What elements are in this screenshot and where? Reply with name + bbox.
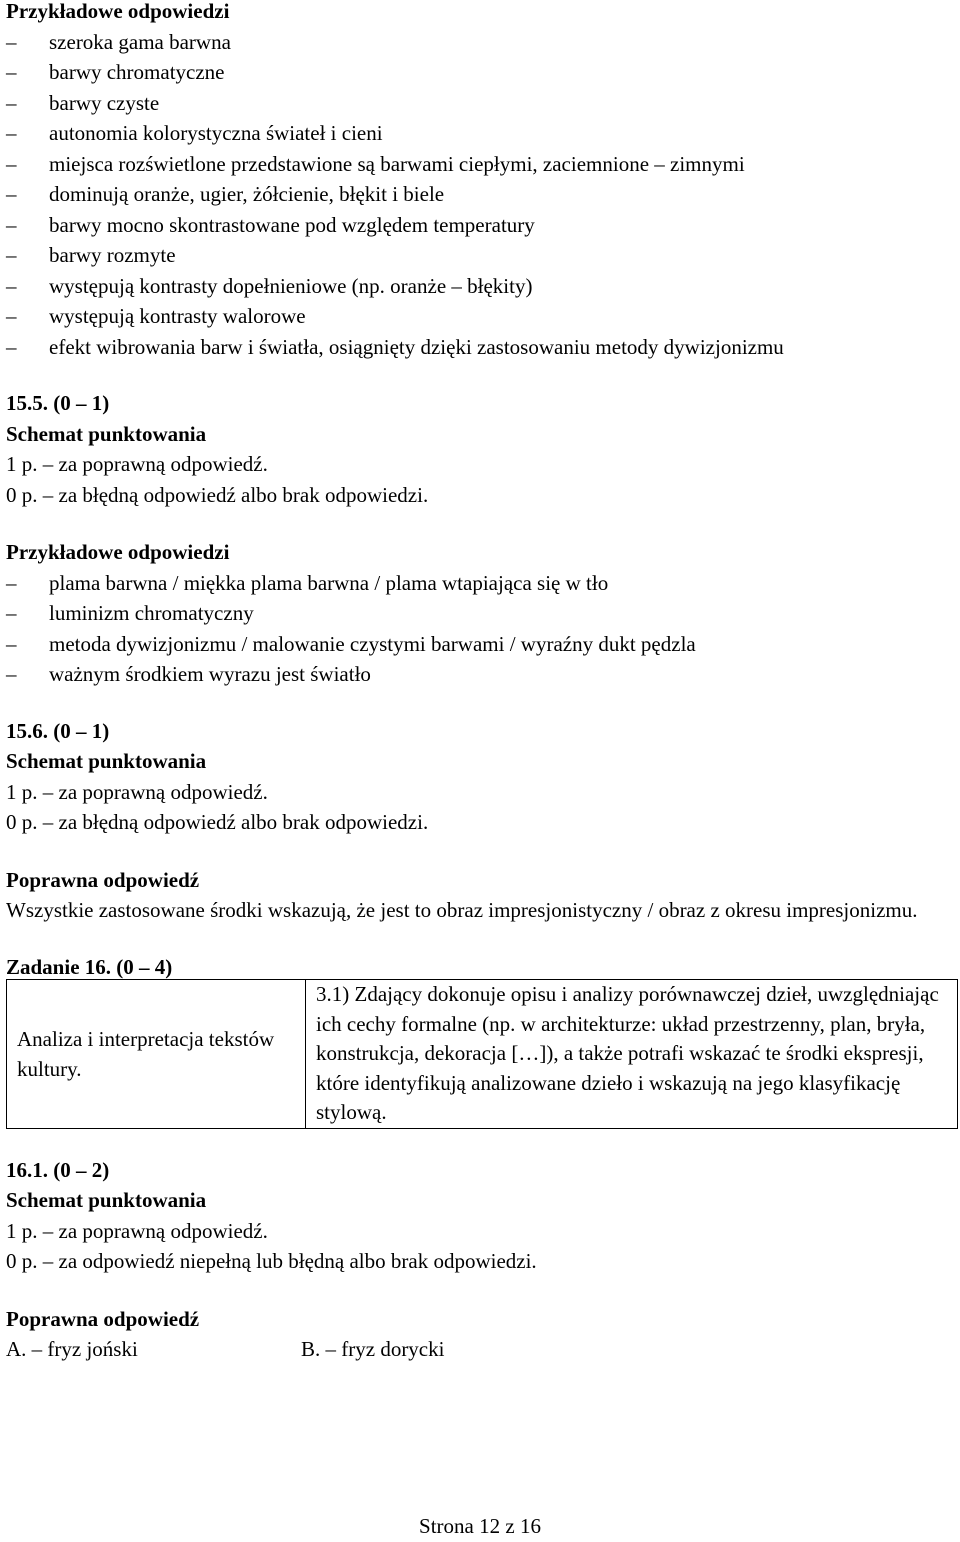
example-answers-list — [6, 568, 956, 690]
score-0-point: 0 p. – za błędną odpowiedź albo brak odpowiedzi. — [6, 482, 429, 507]
scoring-heading: Schemat punktowania — [6, 421, 207, 446]
example-answers-list — [6, 27, 956, 363]
list-item: – autonomia kolorystyczna świateł i cieni — [6, 118, 956, 149]
list-item: – metoda dywizjonizmu / malowanie czystymi barwami / wyraźny dukt pędzla — [6, 629, 956, 660]
scoring-heading: Schemat punktowania — [6, 749, 207, 773]
page-number: Strona 12 z 16 — [419, 1514, 541, 1538]
list-item: – barwy mocno skontrastowane pod względem temperatury — [6, 210, 956, 241]
task-title: Zadanie 16. (0 – 4) — [6, 954, 173, 979]
task-requirements-table — [6, 979, 958, 1129]
question-title: 15.5. (0 – 1) — [6, 391, 110, 415]
section-heading: Przykładowe odpowiedzi — [6, 540, 230, 564]
score-0-point: 0 p. – za błędną odpowiedź albo brak odpowiedzi. — [6, 810, 429, 834]
question-title: 15.6. (0 – 1) — [6, 718, 110, 743]
list-item: – barwy czyste — [6, 88, 956, 119]
list-item: – miejsca rozświetlone przedstawione są barwami ciepłymi, zaciemnione – zimnymi — [6, 149, 956, 180]
answers-row — [6, 1334, 956, 1365]
list-item: – szeroka gama barwna — [6, 27, 956, 58]
scoring-heading: Schemat punktowania — [6, 1188, 207, 1212]
score-0-point: 0 p. – za odpowiedź niepełną lub błędną albo brak odpowiedzi. — [6, 1249, 537, 1273]
list-item: – występują kontrasty walorowe — [6, 301, 956, 332]
list-item: – ważnym środkiem wyrazu jest światło — [6, 659, 956, 690]
list-item: – luminizm chromatyczny — [6, 598, 956, 629]
answer-b: B. – fryz dorycki — [301, 1337, 445, 1361]
score-1-point: 1 p. – za poprawną odpowiedź. — [6, 779, 268, 804]
document-page — [6, 0, 956, 1365]
general-requirement-cell: Analiza i interpretacja tekstów kultury. — [7, 980, 306, 1129]
list-item: – barwy rozmyte — [6, 240, 956, 271]
correct-answer: Wszystkie zastosowane środki wskazują, że jest to obraz impresjonistyczny / obraz z okresu impresjonizmu. — [6, 898, 918, 922]
section-heading: Przykładowe odpowiedzi — [6, 0, 230, 23]
specific-requirement-cell: 3.1) Zdający dokonuje opisu i analizy porównawczej dzieł, uwzględniając ich cechy formalne (np. w architekturze: układ przestrzenny, plan, bryła, konstrukcja, dekoracja […]), a także potrafi wskazać te środki ekspresji, które identyfikują analizowane dzieło i wskazują na jego klasyfikację stylową. — [306, 980, 958, 1129]
list-item: – dominują oranże, ugier, żółcienie, błękit i biele — [6, 179, 956, 210]
list-item: – efekt wibrowania barw i światła, osiągnięty dzięki zastosowaniu metody dywizjonizmu — [6, 332, 956, 363]
list-item: – plama barwna / miękka plama barwna / plama wtapiająca się w tło — [6, 568, 956, 599]
section-heading: Poprawna odpowiedź — [6, 867, 200, 892]
score-1-point: 1 p. – za poprawną odpowiedź. — [6, 1218, 268, 1243]
list-item: – występują kontrasty dopełnieniowe (np. oranże – błękity) — [6, 271, 956, 302]
section-heading: Poprawna odpowiedź — [6, 1306, 200, 1331]
list-item: – barwy chromatyczne — [6, 57, 956, 88]
question-title: 16.1. (0 – 2) — [6, 1157, 110, 1182]
score-1-point: 1 p. – za poprawną odpowiedź. — [6, 452, 268, 476]
answer-a: A. – fryz joński — [6, 1337, 138, 1361]
